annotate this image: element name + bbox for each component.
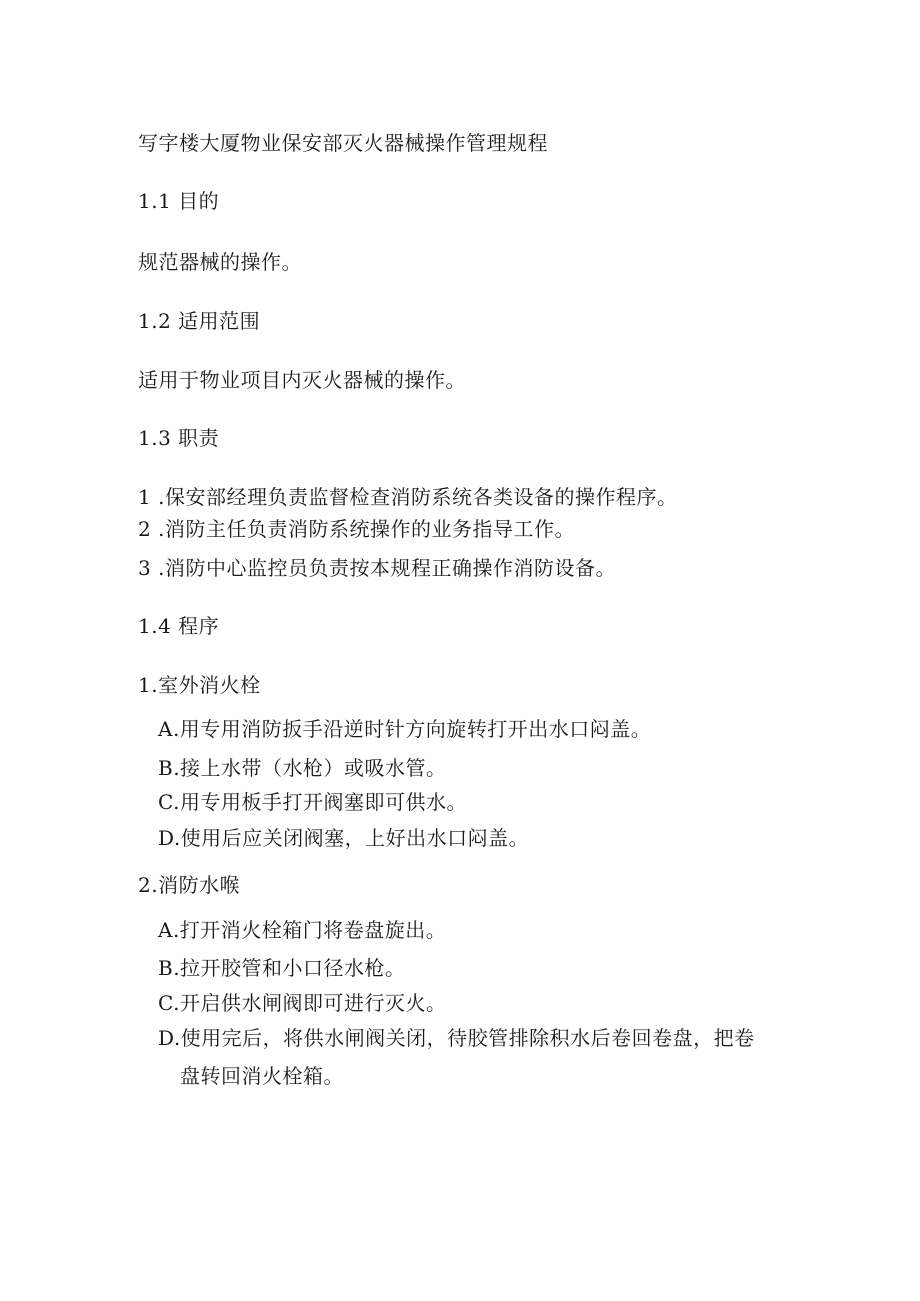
procedure-step: B.接上水带（水枪）或吸水管。: [158, 756, 447, 780]
procedure-step: A.用专用消防扳手沿逆时针方向旋转打开出水口闷盖。: [158, 717, 652, 741]
procedure-step: A.打开消火栓箱门将卷盘旋出。: [158, 918, 447, 942]
procedure-step-continuation: 盘转回消火栓箱。: [180, 1064, 344, 1088]
section-text-purpose: 规范器械的操作。: [138, 250, 302, 274]
procedure-step: C.开启供水闸阀即可进行灭火。: [158, 991, 447, 1015]
section-heading-procedure: 1.4 程序: [138, 614, 220, 638]
subsection-heading-fire-hose-reel: 2.消防水喉: [138, 873, 241, 897]
duty-item: 2 .消防主任负责消防系统操作的业务指导工作。: [138, 517, 575, 541]
procedure-step: C.用专用板手打开阀塞即可供水。: [158, 790, 467, 814]
subsection-heading-outdoor-hydrant: 1.室外消火栓: [138, 673, 261, 697]
duty-item: 1 .保安部经理负责监督检查消防系统各类设备的操作程序。: [138, 485, 678, 509]
procedure-step: B.拉开胶管和小口径水枪。: [158, 956, 406, 980]
procedure-step: D.使用完后，将供水闸阀关闭，待胶管排除积水后卷回卷盘，把卷: [158, 1026, 755, 1050]
document-title: 写字楼大厦物业保安部灭火器械操作管理规程: [138, 131, 548, 155]
section-text-scope: 适用于物业项目内灭火器械的操作。: [138, 368, 466, 392]
procedure-step: D.使用后应关闭阀塞，上好出水口闷盖。: [158, 826, 530, 850]
section-heading-scope: 1.2 适用范围: [138, 309, 261, 333]
section-heading-duties: 1.3 职责: [138, 426, 220, 450]
section-heading-purpose: 1.1 目的: [138, 189, 220, 213]
duty-item: 3 .消防中心监控员负责按本规程正确操作消防设备。: [138, 556, 616, 580]
